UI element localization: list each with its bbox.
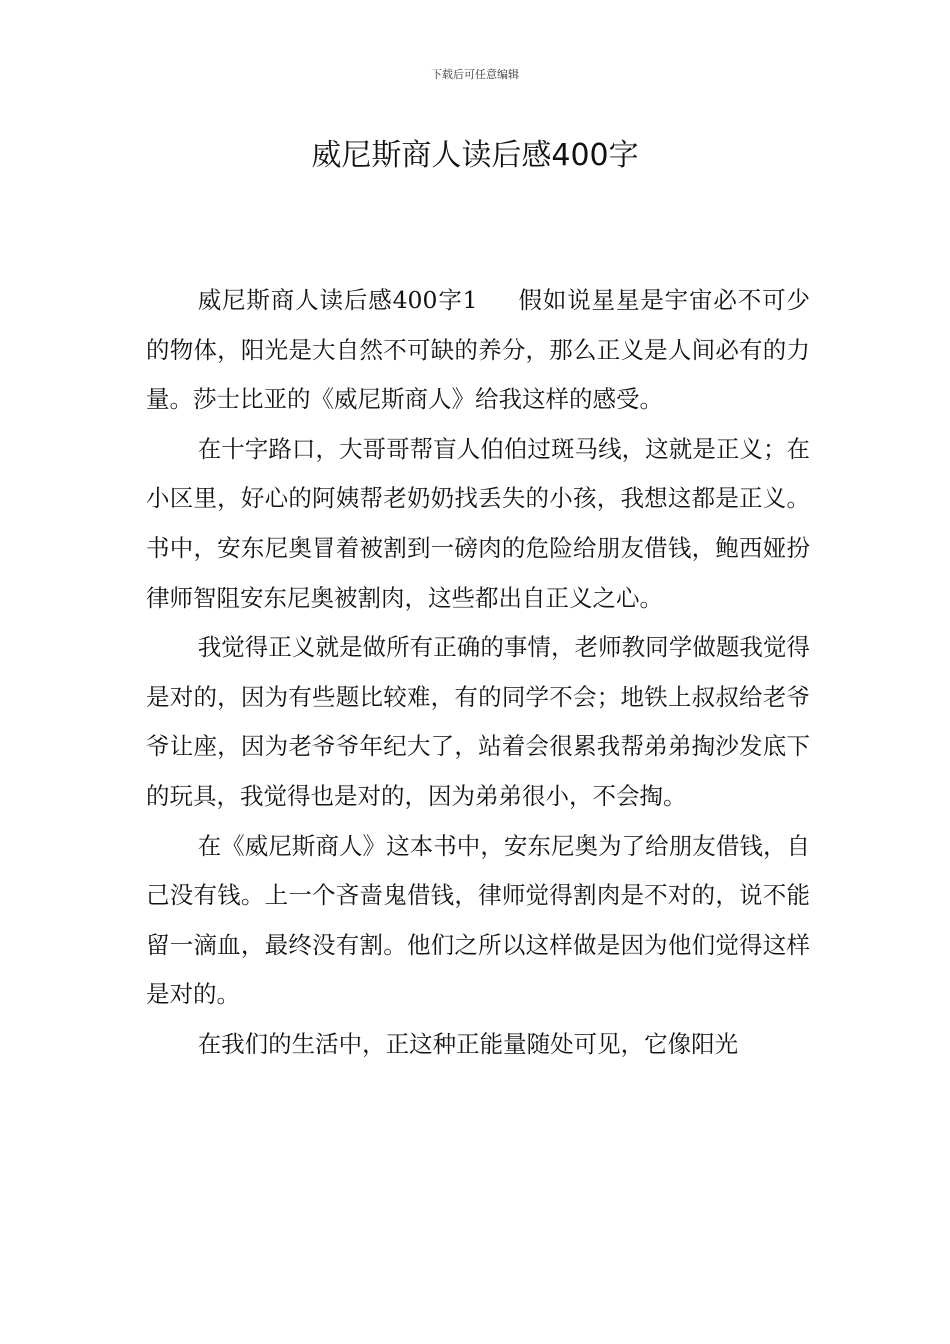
paragraph-4: 在《威尼斯商人》这本书中，安东尼奥为了给朋友借钱，自己没有钱。上一个吝啬鬼借钱，律师觉得割肉是不对的，说不能留一滴血，最终没有割。他们之所以这样做是因为他们觉得这样是对的。 bbox=[146, 831, 810, 1009]
document-title: 威尼斯商人读后感400字 bbox=[311, 138, 639, 173]
paragraph-lead: 威尼斯商人读后感400字1 bbox=[197, 286, 478, 314]
document-body bbox=[146, 276, 810, 1070]
paragraph-text: 假如说星星是宇宙必不可少的物体，阳光是大自然不可缺的养分，那么正义是人间必有的力量。莎士比亚的《威尼斯商人》给我这样的感受。 bbox=[146, 286, 811, 414]
header-note: 下载后可任意编辑 bbox=[431, 68, 519, 81]
paragraph-2: 在十字路口，大哥哥帮盲人伯伯过斑马线，这就是正义；在小区里，好心的阿姨帮老奶奶找丢失的小孩，我想这都是正义。书中，安东尼奥冒着被割到一磅肉的危险给朋友借钱，鲍西娅扮律师智阻安东尼奥被割肉，这些都出自正义之心。 bbox=[146, 434, 810, 612]
paragraph-1 bbox=[146, 276, 810, 425]
paragraph-3: 我觉得正义就是做所有正确的事情，老师教同学做题我觉得是对的，因为有些题比较难，有的同学不会；地铁上叔叔给老爷爷让座，因为老爷爷年纪大了，站着会很累我帮弟弟掏沙发底下的玩具，我觉得也是对的，因为弟弟很小，不会掏。 bbox=[146, 633, 810, 810]
paragraph-5: 在我们的生活中，正这种正能量随处可见，它像阳光 bbox=[197, 1029, 739, 1058]
